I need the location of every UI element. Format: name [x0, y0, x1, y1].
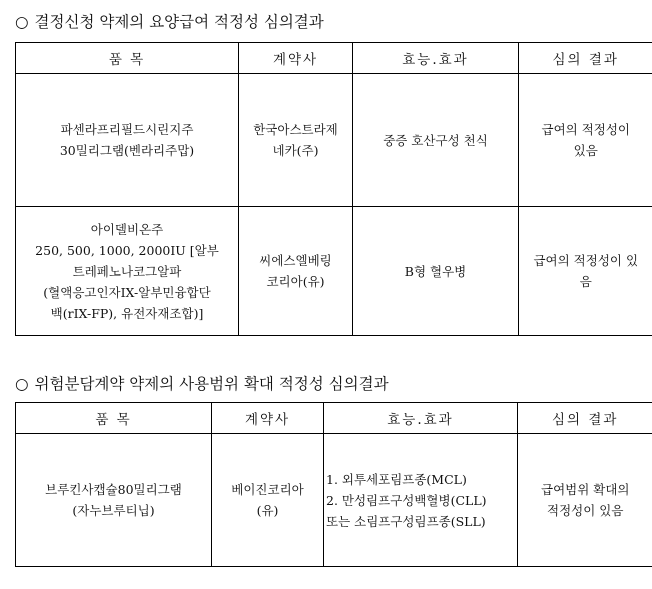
header-product: 품 목	[16, 43, 239, 74]
header-efficacy: 효능.효과	[353, 43, 519, 74]
section2-title	[15, 372, 389, 394]
header-efficacy: 효능.효과	[324, 403, 518, 434]
section2-title-text: 위험분담계약 약제의 사용범위 확대 적정성 심의결과	[34, 375, 389, 393]
cell-efficacy: 1. 외투세포림프종(MCL) 2. 만성림프구성백혈병(CLL) 또는 소림프구성림프종(SLL)	[324, 434, 518, 567]
risk-sharing-drug-table	[15, 402, 652, 567]
cell-company: 한국아스트라제 네카(주)	[239, 74, 353, 207]
cell-efficacy: B형 혈우병	[353, 207, 519, 336]
cell-product: 아이델비온주 250, 500, 1000, 2000IU [알부 트레페노나코그알파 (혈액응고인자IX-알부민융합단 백(rIX-FP), 유전자재조합)]	[16, 207, 239, 336]
table-header-row	[16, 43, 652, 74]
header-product: 품 목	[16, 403, 212, 434]
section1-title-text: 결정신청 약제의 요양급여 적정성 심의결과	[34, 13, 324, 31]
cell-company: 베이진코리아 (유)	[212, 434, 324, 567]
cell-result: 급여의 적정성이 있 음	[519, 207, 652, 336]
decision-drug-table	[15, 42, 652, 336]
table-row	[16, 434, 652, 567]
cell-company: 씨에스엘베링 코리아(유)	[239, 207, 353, 336]
header-company: 계약사	[239, 43, 353, 74]
cell-product: 파센라프리필드시린지주 30밀리그램(벤라리주맙)	[16, 74, 239, 207]
table-row	[16, 74, 652, 207]
circle-bullet-icon: ○	[15, 375, 29, 393]
table-row	[16, 207, 652, 336]
cell-product: 브루킨사캡슐80밀리그램 (자누브루티닙)	[16, 434, 212, 567]
header-result: 심의 결과	[519, 43, 652, 74]
table-header-row	[16, 403, 652, 434]
cell-result: 급여범위 확대의 적정성이 있음	[518, 434, 652, 567]
cell-result: 급여의 적정성이 있음	[519, 74, 652, 207]
header-company: 계약사	[212, 403, 324, 434]
header-result: 심의 결과	[518, 403, 652, 434]
section1-title	[15, 10, 324, 32]
circle-bullet-icon: ○	[15, 13, 29, 31]
cell-efficacy: 중증 호산구성 천식	[353, 74, 519, 207]
